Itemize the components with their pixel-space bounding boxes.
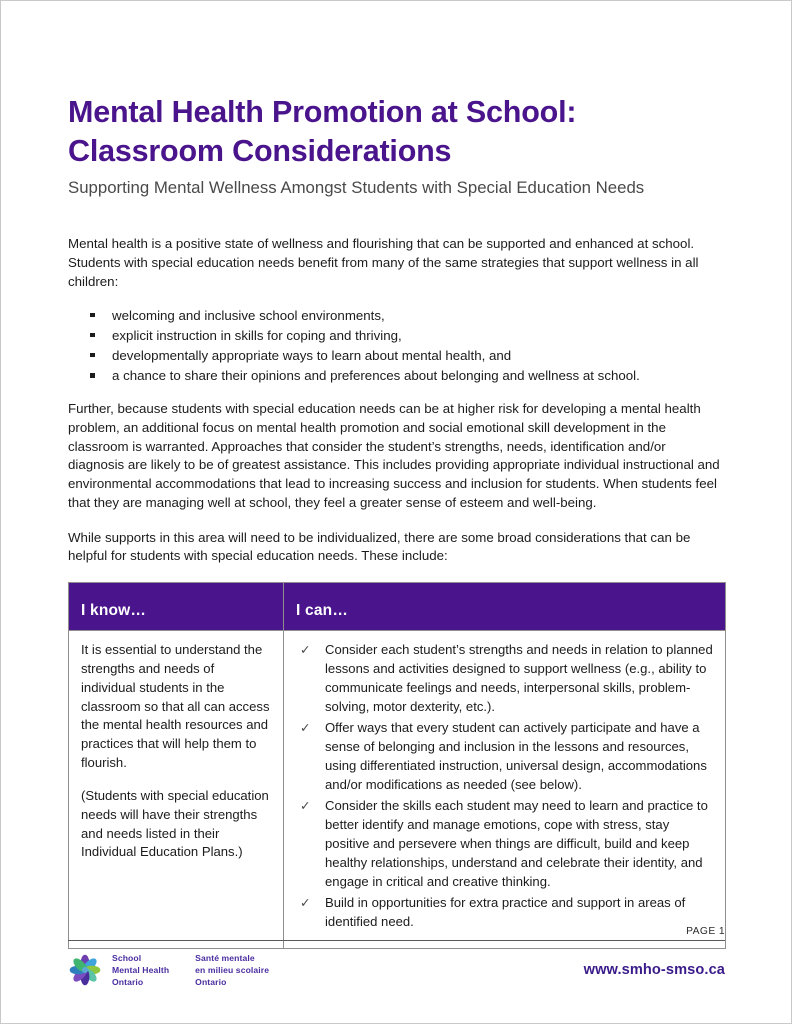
- smho-flower-logo-icon: [68, 953, 102, 987]
- intro-bullet-list: [68, 306, 725, 386]
- body-paragraph-3: While supports in this area will need to be individualized, there are some broad considerations that can be helpful for students with special education needs. These include:: [68, 529, 691, 564]
- list-item-label: Consider the skills each student may need to learn and practice to better identify and manage emotions, cope with stress, stay positive and persevere when things are difficult, build and keep healthy relationships, understand and celebrate their identity, and engage in critical and creative thinking.: [325, 797, 708, 889]
- page-title-line-2: Classroom Considerations: [68, 134, 452, 169]
- table-row: [69, 631, 726, 949]
- list-item: [296, 719, 713, 795]
- know-paragraph: It is essential to understand the strengths and needs of individual students in the classroom so that all can access the mental health resources and practices that will help them to flourish.: [81, 642, 270, 771]
- list-item-label: Offer ways that every student can actively participate and have a sense of belonging and inclusion in the lessons and resources, using differentiated instruction, universal design, accommodations and/or modifications as needed (see below).: [325, 719, 707, 792]
- title-block: [68, 1, 725, 199]
- table-header-i-know: I know…: [69, 583, 284, 631]
- brand-fr-line: Santé mentale: [195, 953, 255, 963]
- list-item: a chance to share their opinions and preferences about belonging and wellness at school.: [90, 366, 725, 385]
- brand-en-line: School: [112, 953, 142, 963]
- know-can-table: [68, 582, 726, 949]
- checkmark-icon: ✓: [300, 798, 311, 813]
- brand-name-fr: [195, 952, 269, 989]
- page-subtitle: Supporting Mental Wellness Amongst Students with Special Education Needs: [68, 178, 645, 198]
- cell-i-know: [69, 631, 284, 949]
- checkmark-icon: ✓: [300, 720, 311, 735]
- table-header-row: [69, 583, 726, 631]
- page-title-line-1: Mental Health Promotion at School:: [68, 95, 577, 129]
- footer-divider: [68, 940, 725, 941]
- page-title: [68, 93, 725, 171]
- checkmark-icon: ✓: [300, 643, 311, 658]
- cell-i-can: [284, 631, 726, 949]
- list-item-label: Build in opportunities for extra practice and support in areas of identified need.: [325, 894, 686, 929]
- can-checklist: [296, 641, 713, 932]
- brand-lockup: [68, 952, 269, 989]
- body-copy: [68, 235, 725, 948]
- checkmark-icon: ✓: [300, 895, 311, 910]
- brand-en-line: Ontario: [112, 977, 144, 988]
- page-footer: [68, 926, 725, 989]
- body-paragraph-2: Further, because students with special education needs can be at higher risk for developing a mental health problem, an additional focus on mental health promotion and social emotional skill development in the classroom is warranted. Approaches that consider the student’s strengths, needs, identification and/or diagnosis are likely to be of greatest assistance. This includes providing appropriate individual instructional and environmental accommodations that lead to increasing success and inclusion for students. When students feel that they are managing well at school, they feel a greater sense of esteem and well-being.: [68, 401, 720, 510]
- list-item: developmentally appropriate ways to learn about mental health, and: [90, 346, 725, 365]
- page-number: PAGE 1: [686, 926, 725, 937]
- know-paragraph: (Students with special education needs will have their strengths and needs listed in their Individual Education Plans.): [81, 787, 269, 860]
- brand-en-line: Mental Health: [112, 965, 170, 976]
- footer-row: [68, 952, 725, 989]
- intro-paragraph: Mental health is a positive state of wellness and flourishing that can be supported and enhanced at school. Students with special education needs benefit from many of the same strategies that support wellness in all children:: [68, 236, 699, 289]
- list-item: explicit instruction in skills for coping and thriving,: [90, 326, 725, 345]
- page-content: [68, 1, 725, 949]
- list-item: [296, 797, 713, 892]
- table-header-i-can: I can…: [284, 583, 726, 631]
- brand-fr-line: en milieu scolaire: [195, 965, 270, 976]
- website-link[interactable]: www.smho-smso.ca: [583, 962, 725, 979]
- list-item: [296, 641, 713, 717]
- brand-name-en: [112, 952, 169, 989]
- list-item: welcoming and inclusive school environments,: [90, 306, 725, 325]
- brand-text-block: [112, 952, 269, 989]
- brand-fr-line: Ontario: [195, 977, 227, 988]
- list-item-label: Consider each student’s strengths and needs in relation to planned lessons and activities designed to support wellness (e.g., ability to communicate feelings and needs, interpersonal skills, problem-solving, motor dexterity, etc.).: [325, 642, 713, 714]
